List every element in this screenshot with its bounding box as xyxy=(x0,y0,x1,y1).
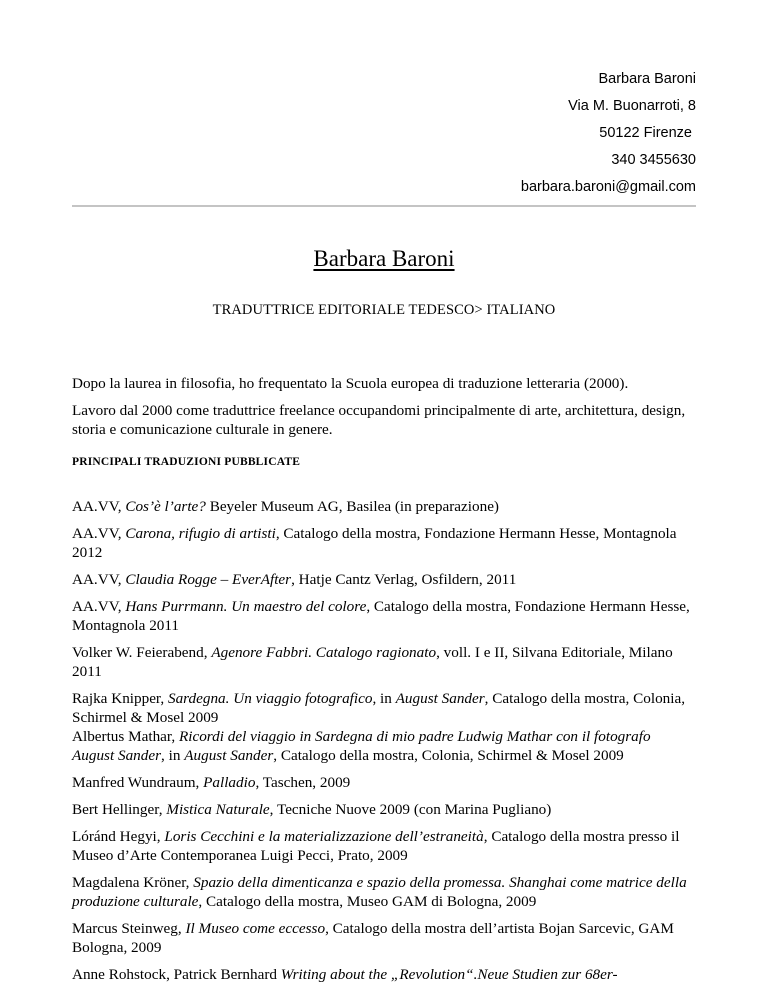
pub-title: Mistica Naturale xyxy=(166,801,270,818)
publication-item xyxy=(72,643,696,681)
document-subtitle: TRADUTTRICE EDITORIALE TEDESCO> ITALIANO xyxy=(212,302,556,318)
pub-details: Beyeler Museum AG, Basilea (in preparazione) xyxy=(205,498,499,515)
pub-details: , Catalogo della mostra dell’artista Bojan Sarcevic, GAM Bologna, 2009 xyxy=(72,920,674,956)
intro-paragraph: Dopo la laurea in filosofia, ho frequentato la Scuola europea di traduzione letteraria (2000). xyxy=(72,375,629,392)
pub-volume-title: August Sander xyxy=(395,690,485,707)
contact-block xyxy=(521,66,696,201)
pub-volume-title: August Sander xyxy=(184,747,274,764)
pub-author: AA.VV, xyxy=(72,598,126,615)
pub-title: Agenore Fabbri. Catalogo ragionato xyxy=(211,644,437,661)
header-divider xyxy=(72,205,696,207)
pub-author: AA.VV, xyxy=(72,498,126,515)
pub-title: Claudia Rogge – EverAfter xyxy=(125,571,292,588)
pub-author: Lóránd Hegyi, xyxy=(72,828,165,845)
contact-name: Barbara Baroni xyxy=(598,71,696,87)
pub-details: , Catalogo della mostra presso il Museo d’Arte Contemporanea Luigi Pecci, Prato, 2009 xyxy=(72,828,680,864)
publication-item xyxy=(72,919,696,957)
pub-title: Writing about the „Revolution“.Neue Studien zur 68er- xyxy=(280,966,618,983)
pub-title: Sardegna. Un viaggio fotografico xyxy=(167,690,373,707)
pub-details: , Taschen, 2009 xyxy=(255,774,351,791)
contact-street: Via M. Buonarroti, 8 xyxy=(568,98,696,114)
pub-title: Cos’è l’arte? xyxy=(125,498,206,515)
publication-item xyxy=(72,570,696,589)
pub-details: , voll. I e II, Silvana Editoriale, Milano 2011 xyxy=(72,644,673,680)
publication-item xyxy=(72,497,696,516)
pub-title: Loris Cecchini e la materializzazione dell’estraneità xyxy=(164,828,484,845)
pub-author: Bert Hellinger, xyxy=(72,801,167,818)
pub-author: Volker W. Feierabend, xyxy=(72,644,212,661)
pub-details: , Catalogo della mostra, Colonia, Schirmel & Mosel 2009 xyxy=(273,747,624,764)
pub-details: , Catalogo della mostra, Colonia, Schirmel & Mosel 2009 xyxy=(72,690,686,726)
pub-author: AA.VV, xyxy=(72,525,126,542)
publication-item xyxy=(72,873,696,911)
pub-author: Rajka Knipper, xyxy=(72,690,168,707)
pub-title: Il Museo come eccesso xyxy=(185,920,326,937)
pub-details: , Hatje Cantz Verlag, Osfildern, 2011 xyxy=(291,571,517,588)
publication-list xyxy=(72,497,696,992)
pub-details: , Tecniche Nuove 2009 (con Marina Pugliano) xyxy=(269,801,552,818)
document-title: Barbara Baroni xyxy=(313,246,455,271)
pub-author: Albertus Mathar, xyxy=(72,728,179,745)
pub-author: Manfred Wundraum, xyxy=(72,774,204,791)
pub-details: , Catalogo della mostra, Fondazione Hermann Hesse, Montagnola 2012 xyxy=(72,525,677,561)
intro-paragraph: Lavoro dal 2000 come traduttrice freelance occupandomi principalmente di arte, architettura, design, storia e comunicazione culturale in genere. xyxy=(72,402,686,438)
publication-item xyxy=(72,773,696,792)
pub-title: Carona, rifugio di artisti xyxy=(125,525,276,542)
pub-title: Ricordi del viaggio in Sardegna di mio padre Ludwig Mathar con il fotografo August Sander xyxy=(72,728,651,764)
publication-item xyxy=(72,727,696,765)
section-heading: PRINCIPALI TRADUZIONI PUBBLICATE xyxy=(72,456,301,468)
pub-title: Spazio della dimenticanza e spazio della promessa. Shanghai come matrice della produzione culturale xyxy=(72,874,687,910)
contact-city: 50122 Firenze xyxy=(599,125,696,141)
pub-connector: , in xyxy=(161,747,185,764)
pub-author: Anne Rohstock, Patrick Bernhard xyxy=(72,966,281,983)
pub-title: Hans Purrmann. Un maestro del colore xyxy=(125,598,367,615)
pub-title: Palladio xyxy=(203,774,256,791)
pub-connector: , in xyxy=(372,690,396,707)
pub-author: AA.VV, xyxy=(72,571,126,588)
intro-section xyxy=(72,374,696,447)
publication-item xyxy=(72,827,696,865)
pub-details: , Catalogo della mostra, Fondazione Hermann Hesse, Montagnola 2011 xyxy=(72,598,690,634)
pub-author: Marcus Steinweg, xyxy=(72,920,186,937)
pub-details: , Catalogo della mostra, Museo GAM di Bologna, 2009 xyxy=(198,893,537,910)
pub-author: Magdalena Kröner, xyxy=(72,874,194,891)
publication-item xyxy=(72,965,696,984)
publication-item xyxy=(72,524,696,562)
publication-item xyxy=(72,597,696,635)
contact-email: barbara.baroni@gmail.com xyxy=(520,179,696,195)
publication-item xyxy=(72,800,696,819)
publication-item xyxy=(72,689,696,727)
contact-phone: 340 3455630 xyxy=(611,152,696,168)
